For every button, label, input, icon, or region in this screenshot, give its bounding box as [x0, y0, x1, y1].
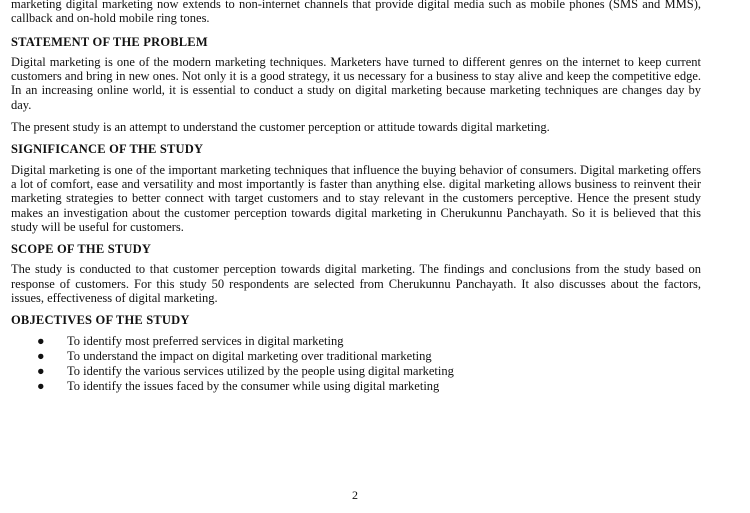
objective-text: To identify the various services utilized by the people using digital marketing [67, 363, 454, 378]
document-page [11, 0, 701, 394]
list-item [11, 379, 701, 394]
significance-heading: SIGNIFICANCE OF THE STUDY [11, 142, 204, 157]
objective-text: To understand the impact on digital marketing over traditional marketing [67, 348, 432, 363]
list-item [11, 349, 701, 364]
bullet-icon: ● [37, 348, 45, 363]
statement-paragraph-1: Digital marketing is one of the modern marketing techniques. Marketers have turned to different genres on the internet to keep current customers and bring in new ones. Not only it is a good strategy, it us necessary for a business to stay alive and keep the competitive edge. In an increasing online world, it is essential to conduct a study on digital marketing because marketing techniques are changes day by day. [11, 54, 701, 112]
scope-heading: SCOPE OF THE STUDY [11, 242, 152, 257]
objectives-heading: OBJECTIVES OF THE STUDY [11, 313, 190, 328]
list-item [11, 364, 701, 379]
objective-text: To identify most preferred services in digital marketing [67, 333, 344, 348]
intro-paragraph: marketing digital marketing now extends to non-internet channels that provide digital media such as mobile phones (SMS and MMS), callback and on-hold mobile ring tones. [11, 0, 701, 26]
bullet-icon: ● [37, 378, 45, 393]
page-number: 2 [352, 488, 358, 502]
significance-paragraph: Digital marketing is one of the important marketing techniques that influence the buying behavior of consumers. Digital marketing offers a lot of comfort, ease and versatility and most importantly is faster than anything else. digital marketing allows business to reinvent their marketing strategies to better connect with target customers and to stay relevant in the customers perceptive. Hence the present study makes an investigation about the customer perception towards digital marketing in Cherukunnu Panchayath. So it is believed that this study will be useful for customers. [11, 162, 701, 234]
objective-text: To identify the issues faced by the consumer while using digital marketing [67, 378, 440, 393]
scope-paragraph: The study is conducted to that customer perception towards digital marketing. The findings and conclusions from the study based on response of customers. For this study 50 respondents are selected from Cherukunnu Panchayath. It also discusses about the factors, issues, effectiveness of digital marketing. [11, 262, 701, 306]
objectives-list [11, 334, 701, 394]
bullet-icon: ● [37, 333, 45, 348]
list-item [11, 334, 701, 349]
bullet-icon: ● [37, 363, 45, 378]
statement-paragraph-2: The present study is an attempt to understand the customer perception or attitude towards digital marketing. [11, 120, 550, 135]
statement-heading: STATEMENT OF THE PROBLEM [11, 34, 208, 49]
